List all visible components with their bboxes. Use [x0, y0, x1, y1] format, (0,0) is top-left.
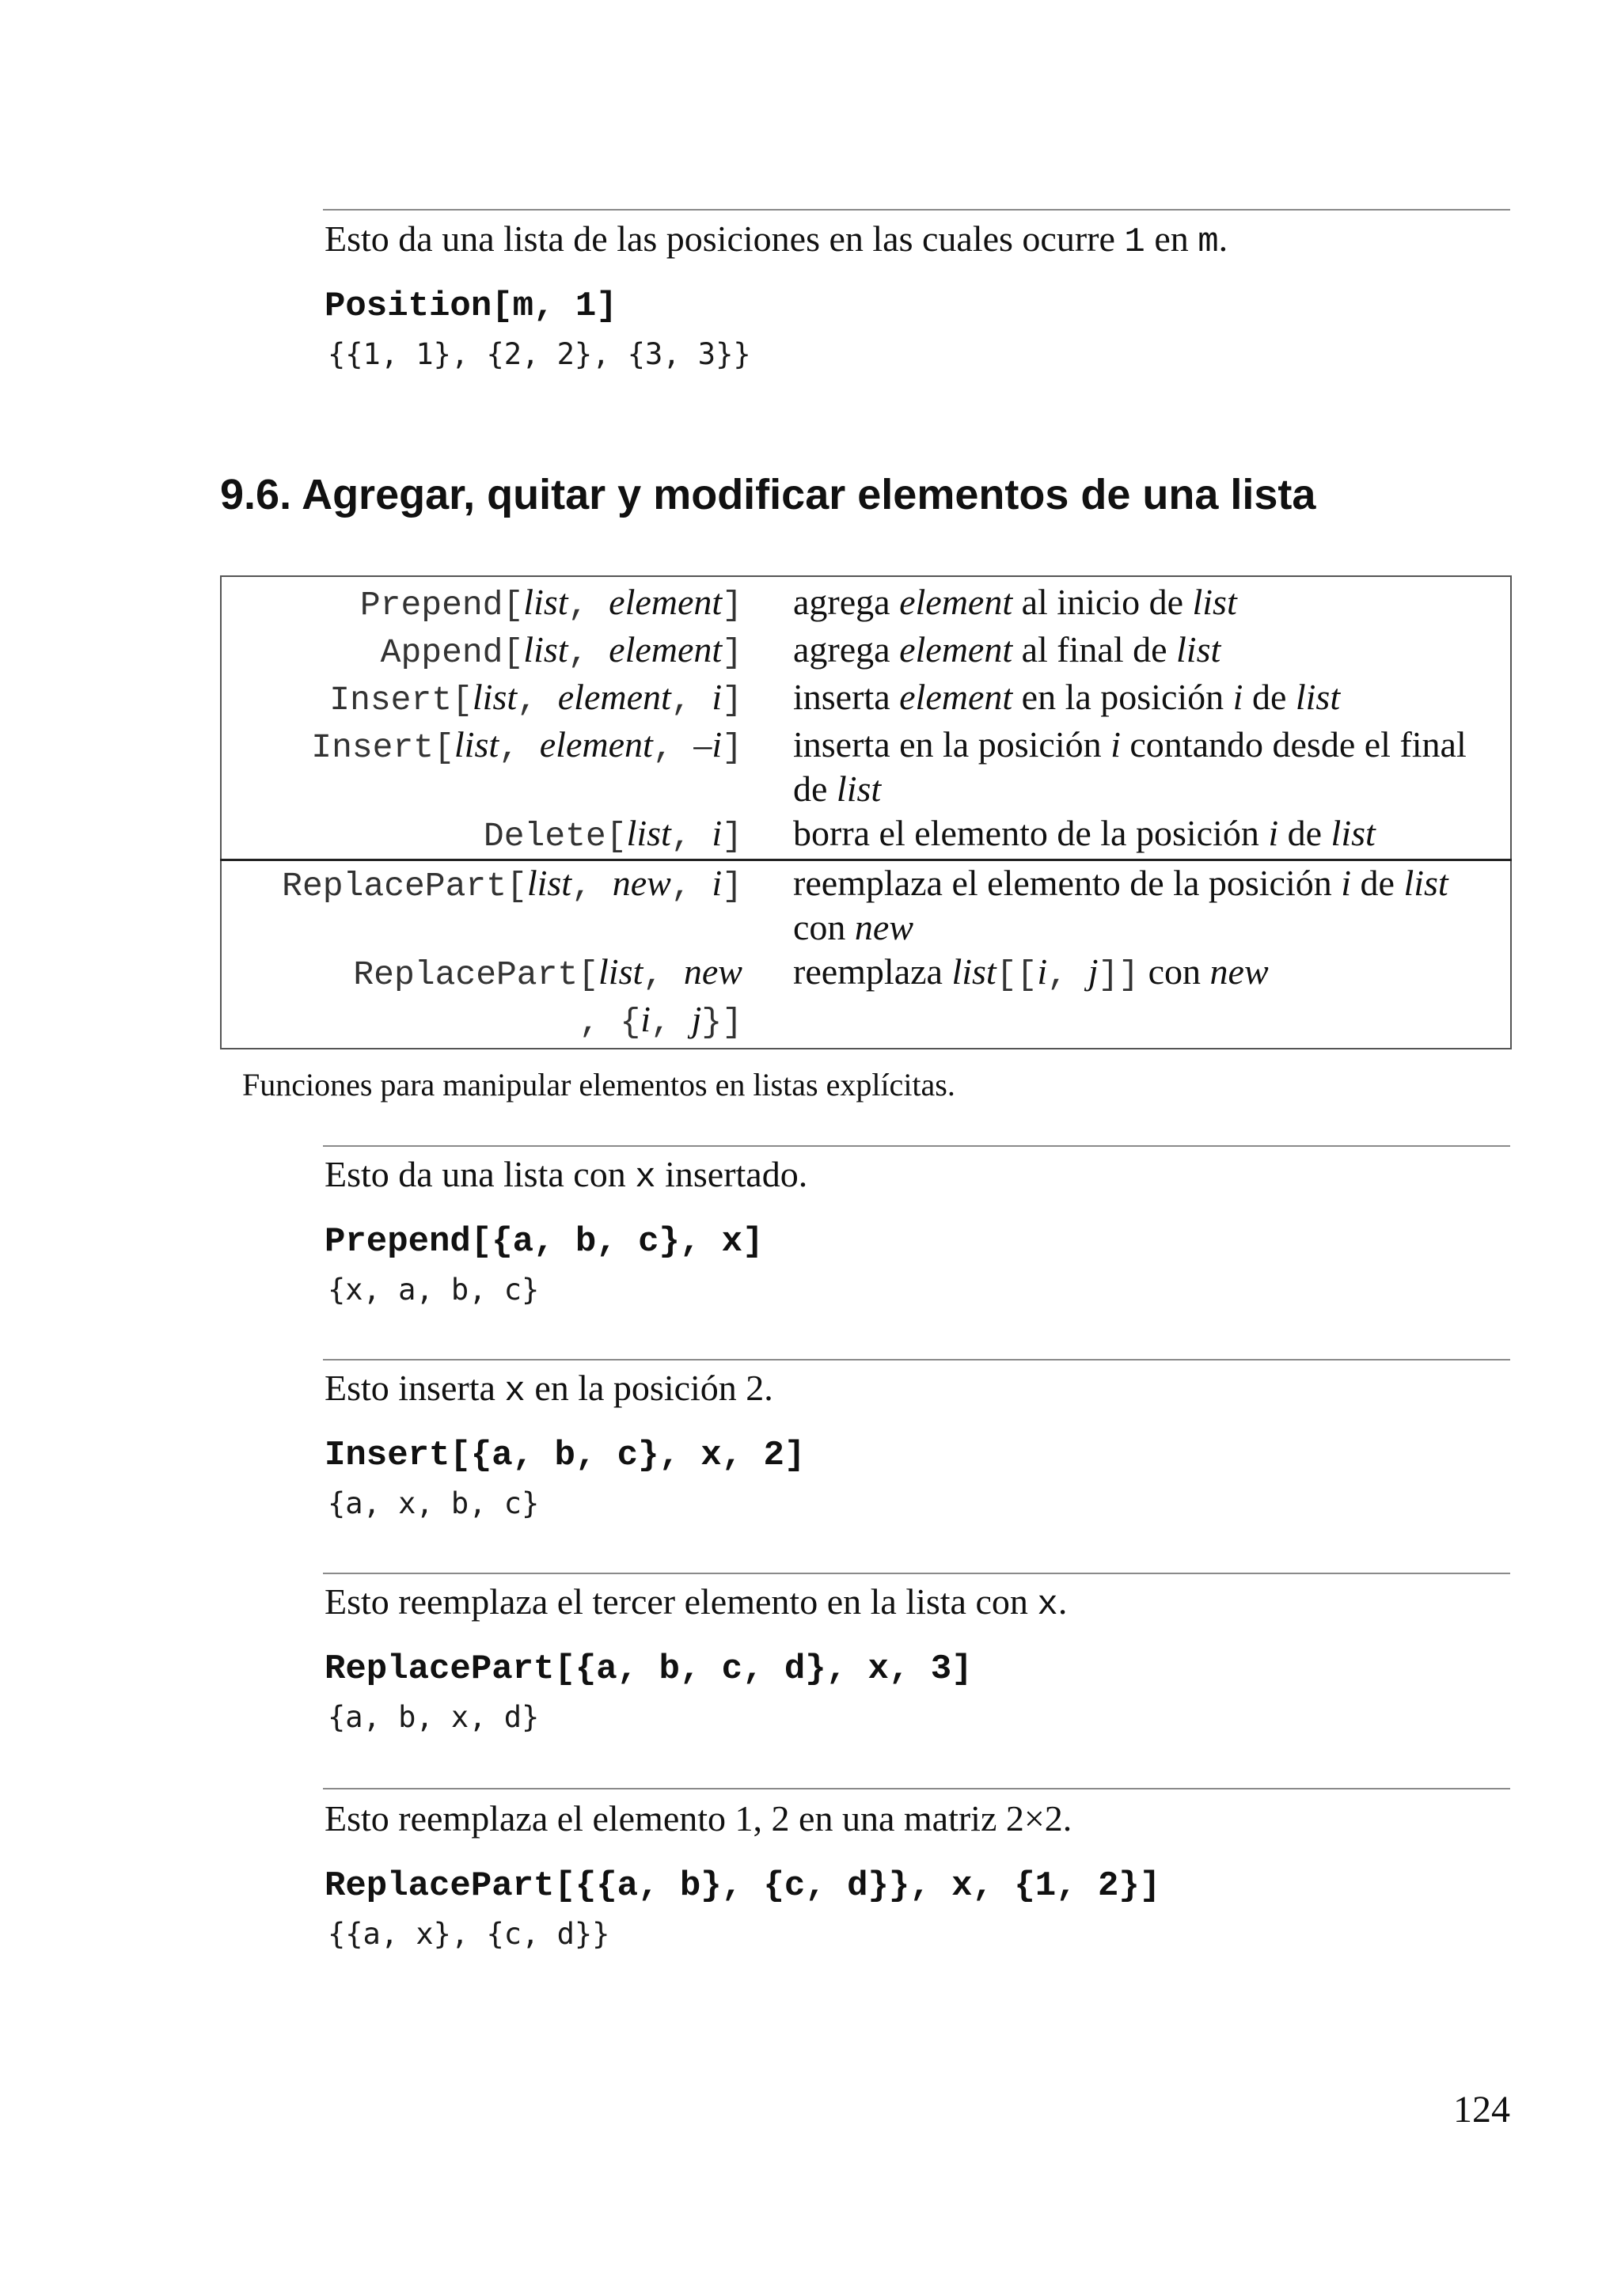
block-divider — [323, 1573, 1510, 1574]
function-reference-table — [220, 575, 1512, 1049]
page-number: 124 — [1453, 2089, 1510, 2131]
table-row — [221, 576, 1511, 628]
block-description: Esto inserta x en la posición 2. — [325, 1368, 773, 1411]
block-description: Esto da una lista de las posiciones en las cuales ocurre 1 en m. — [325, 218, 1228, 262]
function-description: reemplaza list[[i, j]] con new — [793, 951, 1269, 994]
function-signature: Insert[list, element, i] — [329, 677, 742, 719]
code-output: {x, a, b, c} — [328, 1273, 540, 1307]
function-description: inserta element en la posición i de list — [793, 677, 1341, 717]
function-signature: Delete[list, i] — [483, 813, 742, 856]
table-row — [221, 723, 1511, 811]
code-output: {{1, 1}, {2, 2}, {3, 3}} — [328, 337, 751, 371]
function-signature: ReplacePart[list, new, i] — [221, 860, 746, 951]
function-description: reemplaza el elemento de la posición i de list con new — [746, 860, 1511, 951]
code-input: Position[m, 1] — [325, 287, 617, 326]
function-description: inserta en la posición i contando desde el final de list — [793, 724, 1467, 809]
block-divider — [323, 209, 1510, 211]
block-divider — [323, 1359, 1510, 1361]
table-row — [221, 860, 1511, 951]
function-signature: ReplacePart[list, new , {i, j}] — [353, 951, 742, 1042]
function-description: borra el elemento de la posición i de list — [793, 813, 1376, 853]
code-input: Insert[{a, b, c}, x, 2] — [325, 1436, 806, 1475]
block-divider — [323, 1145, 1510, 1147]
table-row — [221, 628, 1511, 675]
function-signature: Append[list, element] — [380, 629, 742, 672]
code-input: ReplacePart[{a, b, c, d}, x, 3] — [325, 1649, 973, 1689]
table-row — [221, 675, 1511, 723]
function-description: agrega element al final de list — [793, 629, 1221, 670]
code-output: {{a, x}, {c, d}} — [328, 1917, 610, 1951]
table-caption: Funciones para manipular elementos en listas explícitas. — [242, 1067, 955, 1102]
table-row — [221, 811, 1511, 860]
code-output: {a, b, x, d} — [328, 1700, 540, 1734]
table-row — [221, 950, 1511, 1049]
function-signature: Insert[list, element, –i] — [311, 724, 742, 767]
section-heading: 9.6. Agregar, quitar y modificar elementos de una lista — [220, 471, 1316, 518]
block-description: Esto reemplaza el tercer elemento en la lista con x. — [325, 1581, 1068, 1625]
code-input: ReplacePart[{{a, b}, {c, d}}, x, {1, 2}] — [325, 1866, 1161, 1906]
code-input: Prepend[{a, b, c}, x] — [325, 1222, 764, 1262]
block-description: Esto da una lista con x insertado. — [325, 1154, 808, 1197]
code-output: {a, x, b, c} — [328, 1486, 540, 1520]
block-divider — [323, 1788, 1510, 1789]
block-description: Esto reemplaza el elemento 1, 2 en una matriz 2×2. — [325, 1798, 1072, 1839]
function-signature: Prepend[list, element] — [359, 582, 742, 624]
function-description: agrega element al inicio de list — [793, 582, 1237, 622]
